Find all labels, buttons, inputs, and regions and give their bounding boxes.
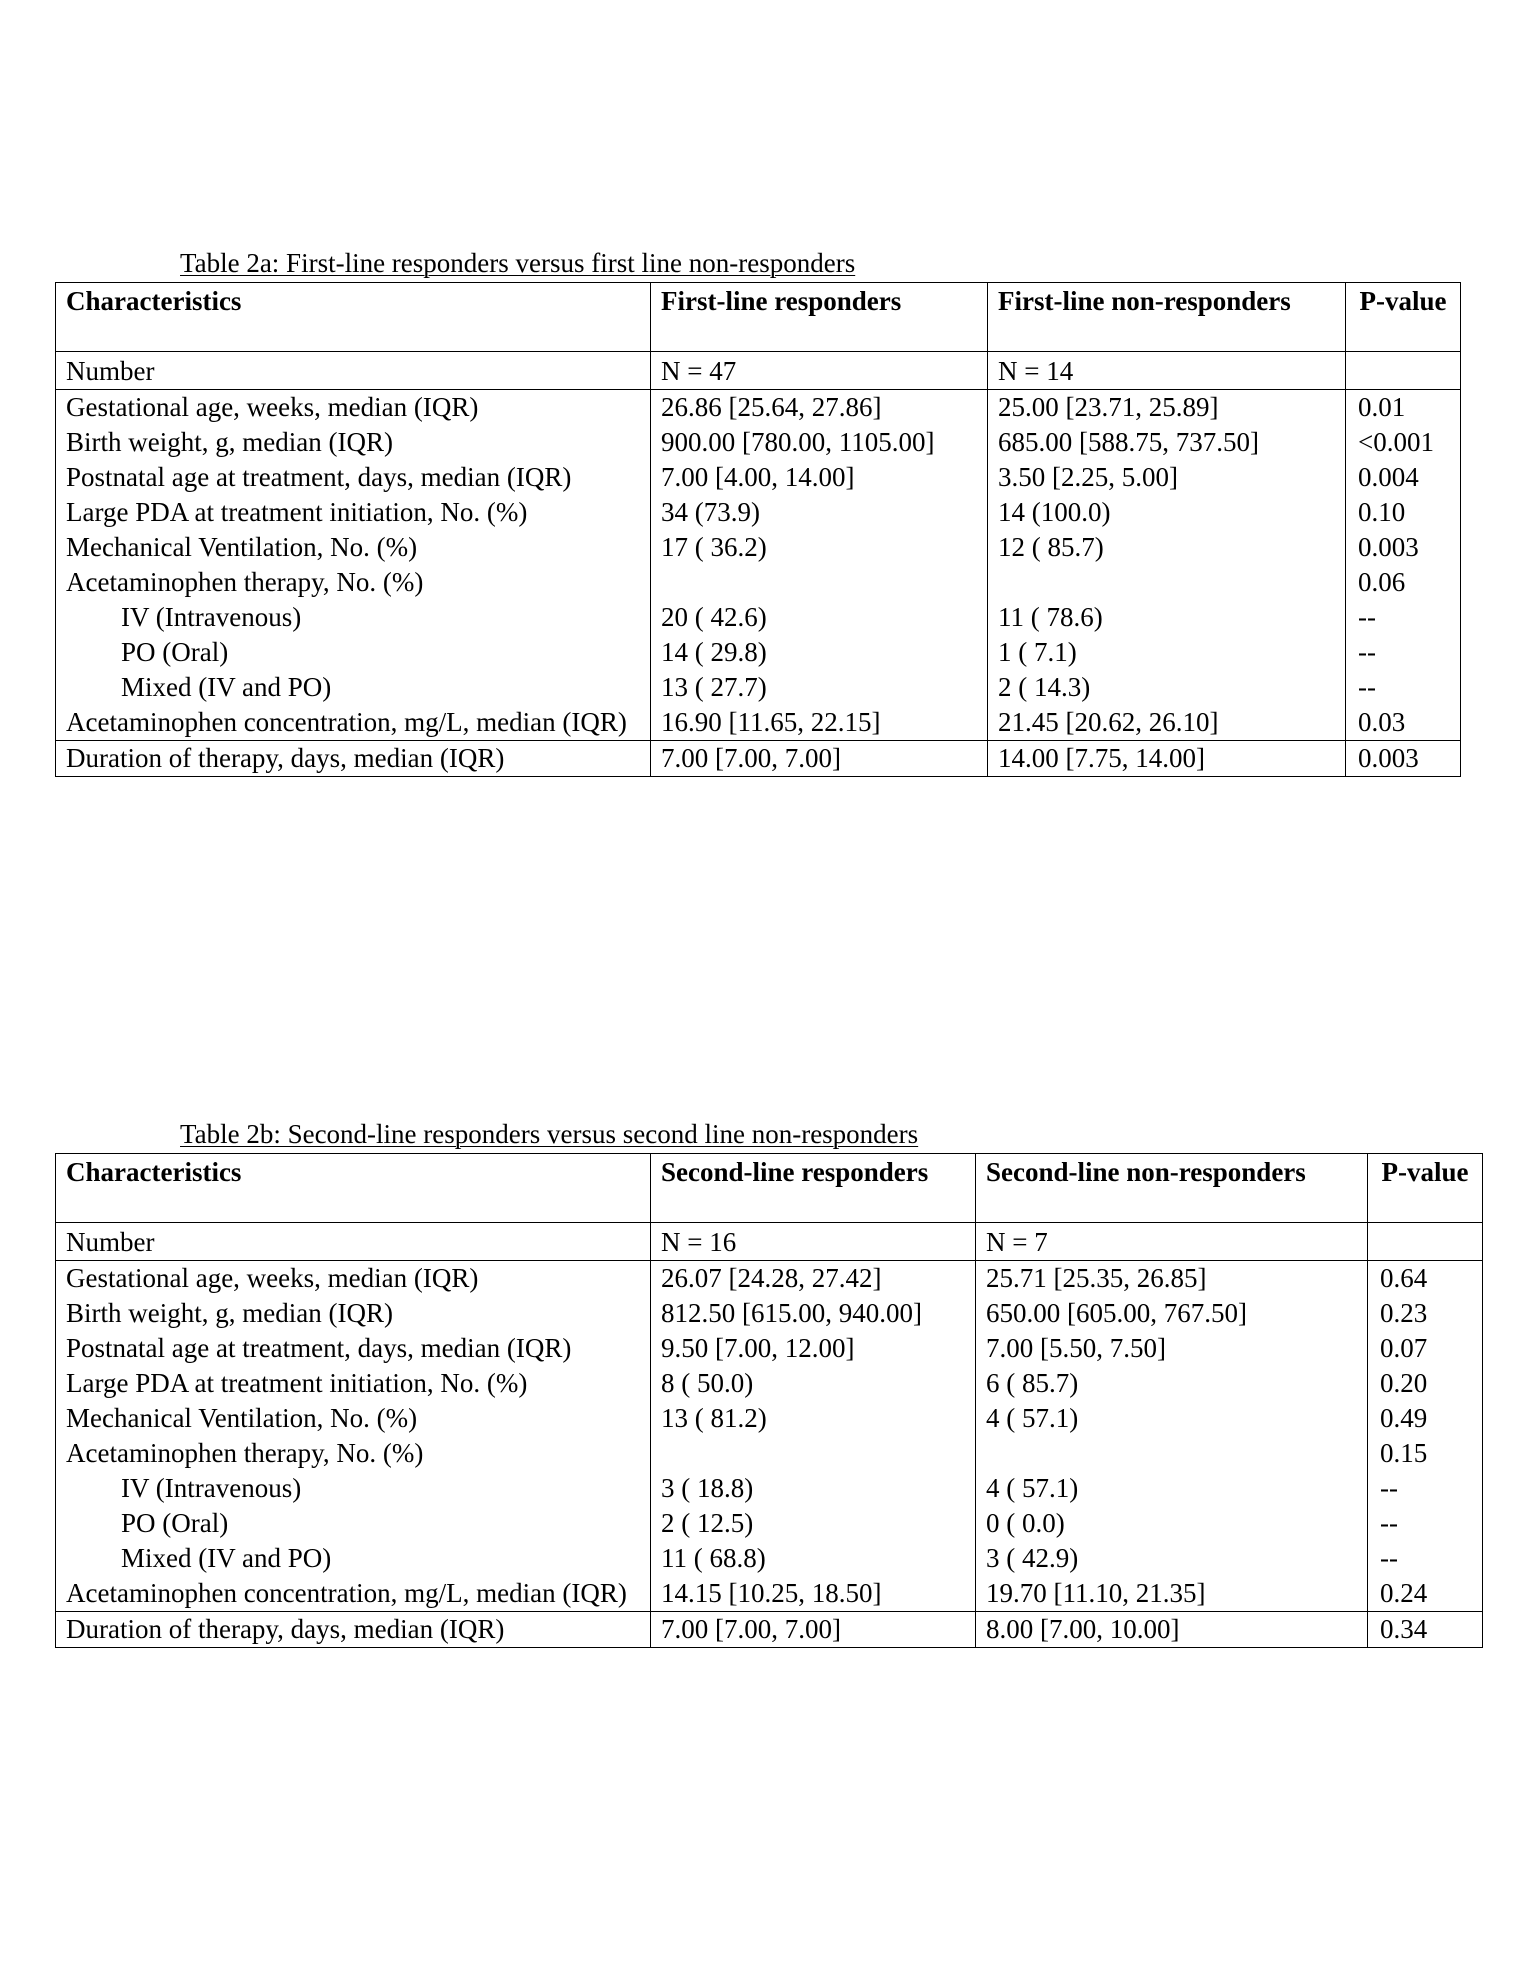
responders-value: 7.00 [7.00, 7.00]	[651, 1612, 976, 1648]
p-value: <0.001	[1346, 425, 1461, 460]
non-responders-value: 685.00 [588.75, 737.50]	[988, 425, 1346, 460]
p-value: 0.34	[1368, 1612, 1483, 1648]
row-label: Acetaminophen therapy, No. (%)	[56, 1436, 651, 1471]
responders-value: N = 16	[651, 1223, 976, 1261]
table-header-row	[56, 283, 1461, 352]
responders-value: 9.50 [7.00, 12.00]	[651, 1331, 976, 1366]
row-label: PO (Oral)	[56, 1506, 651, 1541]
table-row	[56, 390, 1461, 426]
row-label: Large PDA at treatment initiation, No. (%)	[56, 495, 651, 530]
responders-value: 34 (73.9)	[651, 495, 988, 530]
row-label: Birth weight, g, median (IQR)	[56, 1296, 651, 1331]
non-responders-value: N = 7	[976, 1223, 1368, 1261]
p-value: 0.003	[1346, 741, 1461, 777]
header-p-value: P-value	[1368, 1154, 1483, 1223]
table-row	[56, 1366, 1483, 1401]
responders-value	[651, 1436, 976, 1471]
table-row	[56, 565, 1461, 600]
table-2a	[55, 282, 1461, 777]
row-label: Gestational age, weeks, median (IQR)	[56, 390, 651, 426]
non-responders-value: 0 ( 0.0)	[976, 1506, 1368, 1541]
p-value: 0.07	[1368, 1331, 1483, 1366]
table-row	[56, 635, 1461, 670]
row-label: Number	[56, 1223, 651, 1261]
row-label: Birth weight, g, median (IQR)	[56, 425, 651, 460]
non-responders-value: 650.00 [605.00, 767.50]	[976, 1296, 1368, 1331]
table-2a-caption: Table 2a: First-line responders versus first line non-responders	[180, 248, 856, 278]
p-value: 0.23	[1368, 1296, 1483, 1331]
row-label: Duration of therapy, days, median (IQR)	[56, 741, 651, 777]
table-row	[56, 530, 1461, 565]
p-value	[1346, 352, 1461, 390]
table-header-row	[56, 1154, 1483, 1223]
responders-value: 11 ( 68.8)	[651, 1541, 976, 1576]
row-label: Mixed (IV and PO)	[56, 670, 651, 705]
row-label: Postnatal age at treatment, days, median (IQR)	[56, 1331, 651, 1366]
p-value: 0.004	[1346, 460, 1461, 495]
p-value: 0.15	[1368, 1436, 1483, 1471]
responders-value: N = 47	[651, 352, 988, 390]
row-label: Acetaminophen therapy, No. (%)	[56, 565, 651, 600]
non-responders-value: 4 ( 57.1)	[976, 1471, 1368, 1506]
responders-value: 16.90 [11.65, 22.15]	[651, 705, 988, 741]
table-row	[56, 1223, 1483, 1261]
p-value: 0.24	[1368, 1576, 1483, 1612]
non-responders-value: 11 ( 78.6)	[988, 600, 1346, 635]
p-value: 0.49	[1368, 1401, 1483, 1436]
responders-value: 14.15 [10.25, 18.50]	[651, 1576, 976, 1612]
p-value: --	[1346, 635, 1461, 670]
non-responders-value: 7.00 [5.50, 7.50]	[976, 1331, 1368, 1366]
p-value: 0.64	[1368, 1261, 1483, 1297]
row-label: Acetaminophen concentration, mg/L, median (IQR)	[56, 705, 651, 741]
p-value	[1368, 1223, 1483, 1261]
header-characteristics: Characteristics	[56, 283, 651, 352]
p-value: 0.003	[1346, 530, 1461, 565]
header-responders: First-line responders	[651, 283, 988, 352]
table-2b-caption: Table 2b: Second-line responders versus second line non-responders	[180, 1119, 919, 1149]
responders-value: 7.00 [7.00, 7.00]	[651, 741, 988, 777]
non-responders-value: 21.45 [20.62, 26.10]	[988, 705, 1346, 741]
non-responders-value: 14.00 [7.75, 14.00]	[988, 741, 1346, 777]
row-label: PO (Oral)	[56, 635, 651, 670]
p-value: 0.03	[1346, 705, 1461, 741]
table-row	[56, 1471, 1483, 1506]
p-value: 0.01	[1346, 390, 1461, 426]
row-label: IV (Intravenous)	[56, 1471, 651, 1506]
responders-value	[651, 565, 988, 600]
table-2b	[55, 1153, 1483, 1648]
row-label: Gestational age, weeks, median (IQR)	[56, 1261, 651, 1297]
table-row	[56, 460, 1461, 495]
non-responders-value	[976, 1436, 1368, 1471]
non-responders-value: 12 ( 85.7)	[988, 530, 1346, 565]
p-value: --	[1368, 1471, 1483, 1506]
p-value: 0.20	[1368, 1366, 1483, 1401]
table-row	[56, 741, 1461, 777]
p-value: --	[1368, 1506, 1483, 1541]
table-row	[56, 1541, 1483, 1576]
responders-value: 8 ( 50.0)	[651, 1366, 976, 1401]
p-value: 0.06	[1346, 565, 1461, 600]
row-label: Acetaminophen concentration, mg/L, median (IQR)	[56, 1576, 651, 1612]
table-row	[56, 1506, 1483, 1541]
row-label: Number	[56, 352, 651, 390]
table-row	[56, 1612, 1483, 1648]
table-row	[56, 425, 1461, 460]
table-row	[56, 1401, 1483, 1436]
non-responders-value: 8.00 [7.00, 10.00]	[976, 1612, 1368, 1648]
non-responders-value: 6 ( 85.7)	[976, 1366, 1368, 1401]
non-responders-value: 25.71 [25.35, 26.85]	[976, 1261, 1368, 1297]
header-p-value: P-value	[1346, 283, 1461, 352]
non-responders-value: 2 ( 14.3)	[988, 670, 1346, 705]
non-responders-value: 3 ( 42.9)	[976, 1541, 1368, 1576]
row-label: Large PDA at treatment initiation, No. (%)	[56, 1366, 651, 1401]
header-non-responders: Second-line non-responders	[976, 1154, 1368, 1223]
p-value: --	[1346, 670, 1461, 705]
responders-value: 13 ( 81.2)	[651, 1401, 976, 1436]
table-row	[56, 705, 1461, 741]
row-label: Mechanical Ventilation, No. (%)	[56, 530, 651, 565]
row-label: Postnatal age at treatment, days, median (IQR)	[56, 460, 651, 495]
responders-value: 812.50 [615.00, 940.00]	[651, 1296, 976, 1331]
responders-value: 17 ( 36.2)	[651, 530, 988, 565]
row-label: IV (Intravenous)	[56, 600, 651, 635]
non-responders-value: N = 14	[988, 352, 1346, 390]
table-row	[56, 1331, 1483, 1366]
p-value: --	[1368, 1541, 1483, 1576]
non-responders-value: 3.50 [2.25, 5.00]	[988, 460, 1346, 495]
header-non-responders: First-line non-responders	[988, 283, 1346, 352]
non-responders-value: 19.70 [11.10, 21.35]	[976, 1576, 1368, 1612]
non-responders-value: 14 (100.0)	[988, 495, 1346, 530]
responders-value: 900.00 [780.00, 1105.00]	[651, 425, 988, 460]
p-value: 0.10	[1346, 495, 1461, 530]
responders-value: 13 ( 27.7)	[651, 670, 988, 705]
header-characteristics: Characteristics	[56, 1154, 651, 1223]
responders-value: 14 ( 29.8)	[651, 635, 988, 670]
responders-value: 26.07 [24.28, 27.42]	[651, 1261, 976, 1297]
table-row	[56, 1576, 1483, 1612]
responders-value: 20 ( 42.6)	[651, 600, 988, 635]
non-responders-value: 25.00 [23.71, 25.89]	[988, 390, 1346, 426]
table-row	[56, 1436, 1483, 1471]
responders-value: 7.00 [4.00, 14.00]	[651, 460, 988, 495]
responders-value: 2 ( 12.5)	[651, 1506, 976, 1541]
table-row	[56, 495, 1461, 530]
row-label: Mixed (IV and PO)	[56, 1541, 651, 1576]
table-row	[56, 1296, 1483, 1331]
table-row	[56, 600, 1461, 635]
table-row	[56, 352, 1461, 390]
table-row	[56, 1261, 1483, 1297]
responders-value: 26.86 [25.64, 27.86]	[651, 390, 988, 426]
non-responders-value: 1 ( 7.1)	[988, 635, 1346, 670]
header-responders: Second-line responders	[651, 1154, 976, 1223]
row-label: Duration of therapy, days, median (IQR)	[56, 1612, 651, 1648]
table-row	[56, 670, 1461, 705]
p-value: --	[1346, 600, 1461, 635]
row-label: Mechanical Ventilation, No. (%)	[56, 1401, 651, 1436]
non-responders-value: 4 ( 57.1)	[976, 1401, 1368, 1436]
responders-value: 3 ( 18.8)	[651, 1471, 976, 1506]
non-responders-value	[988, 565, 1346, 600]
